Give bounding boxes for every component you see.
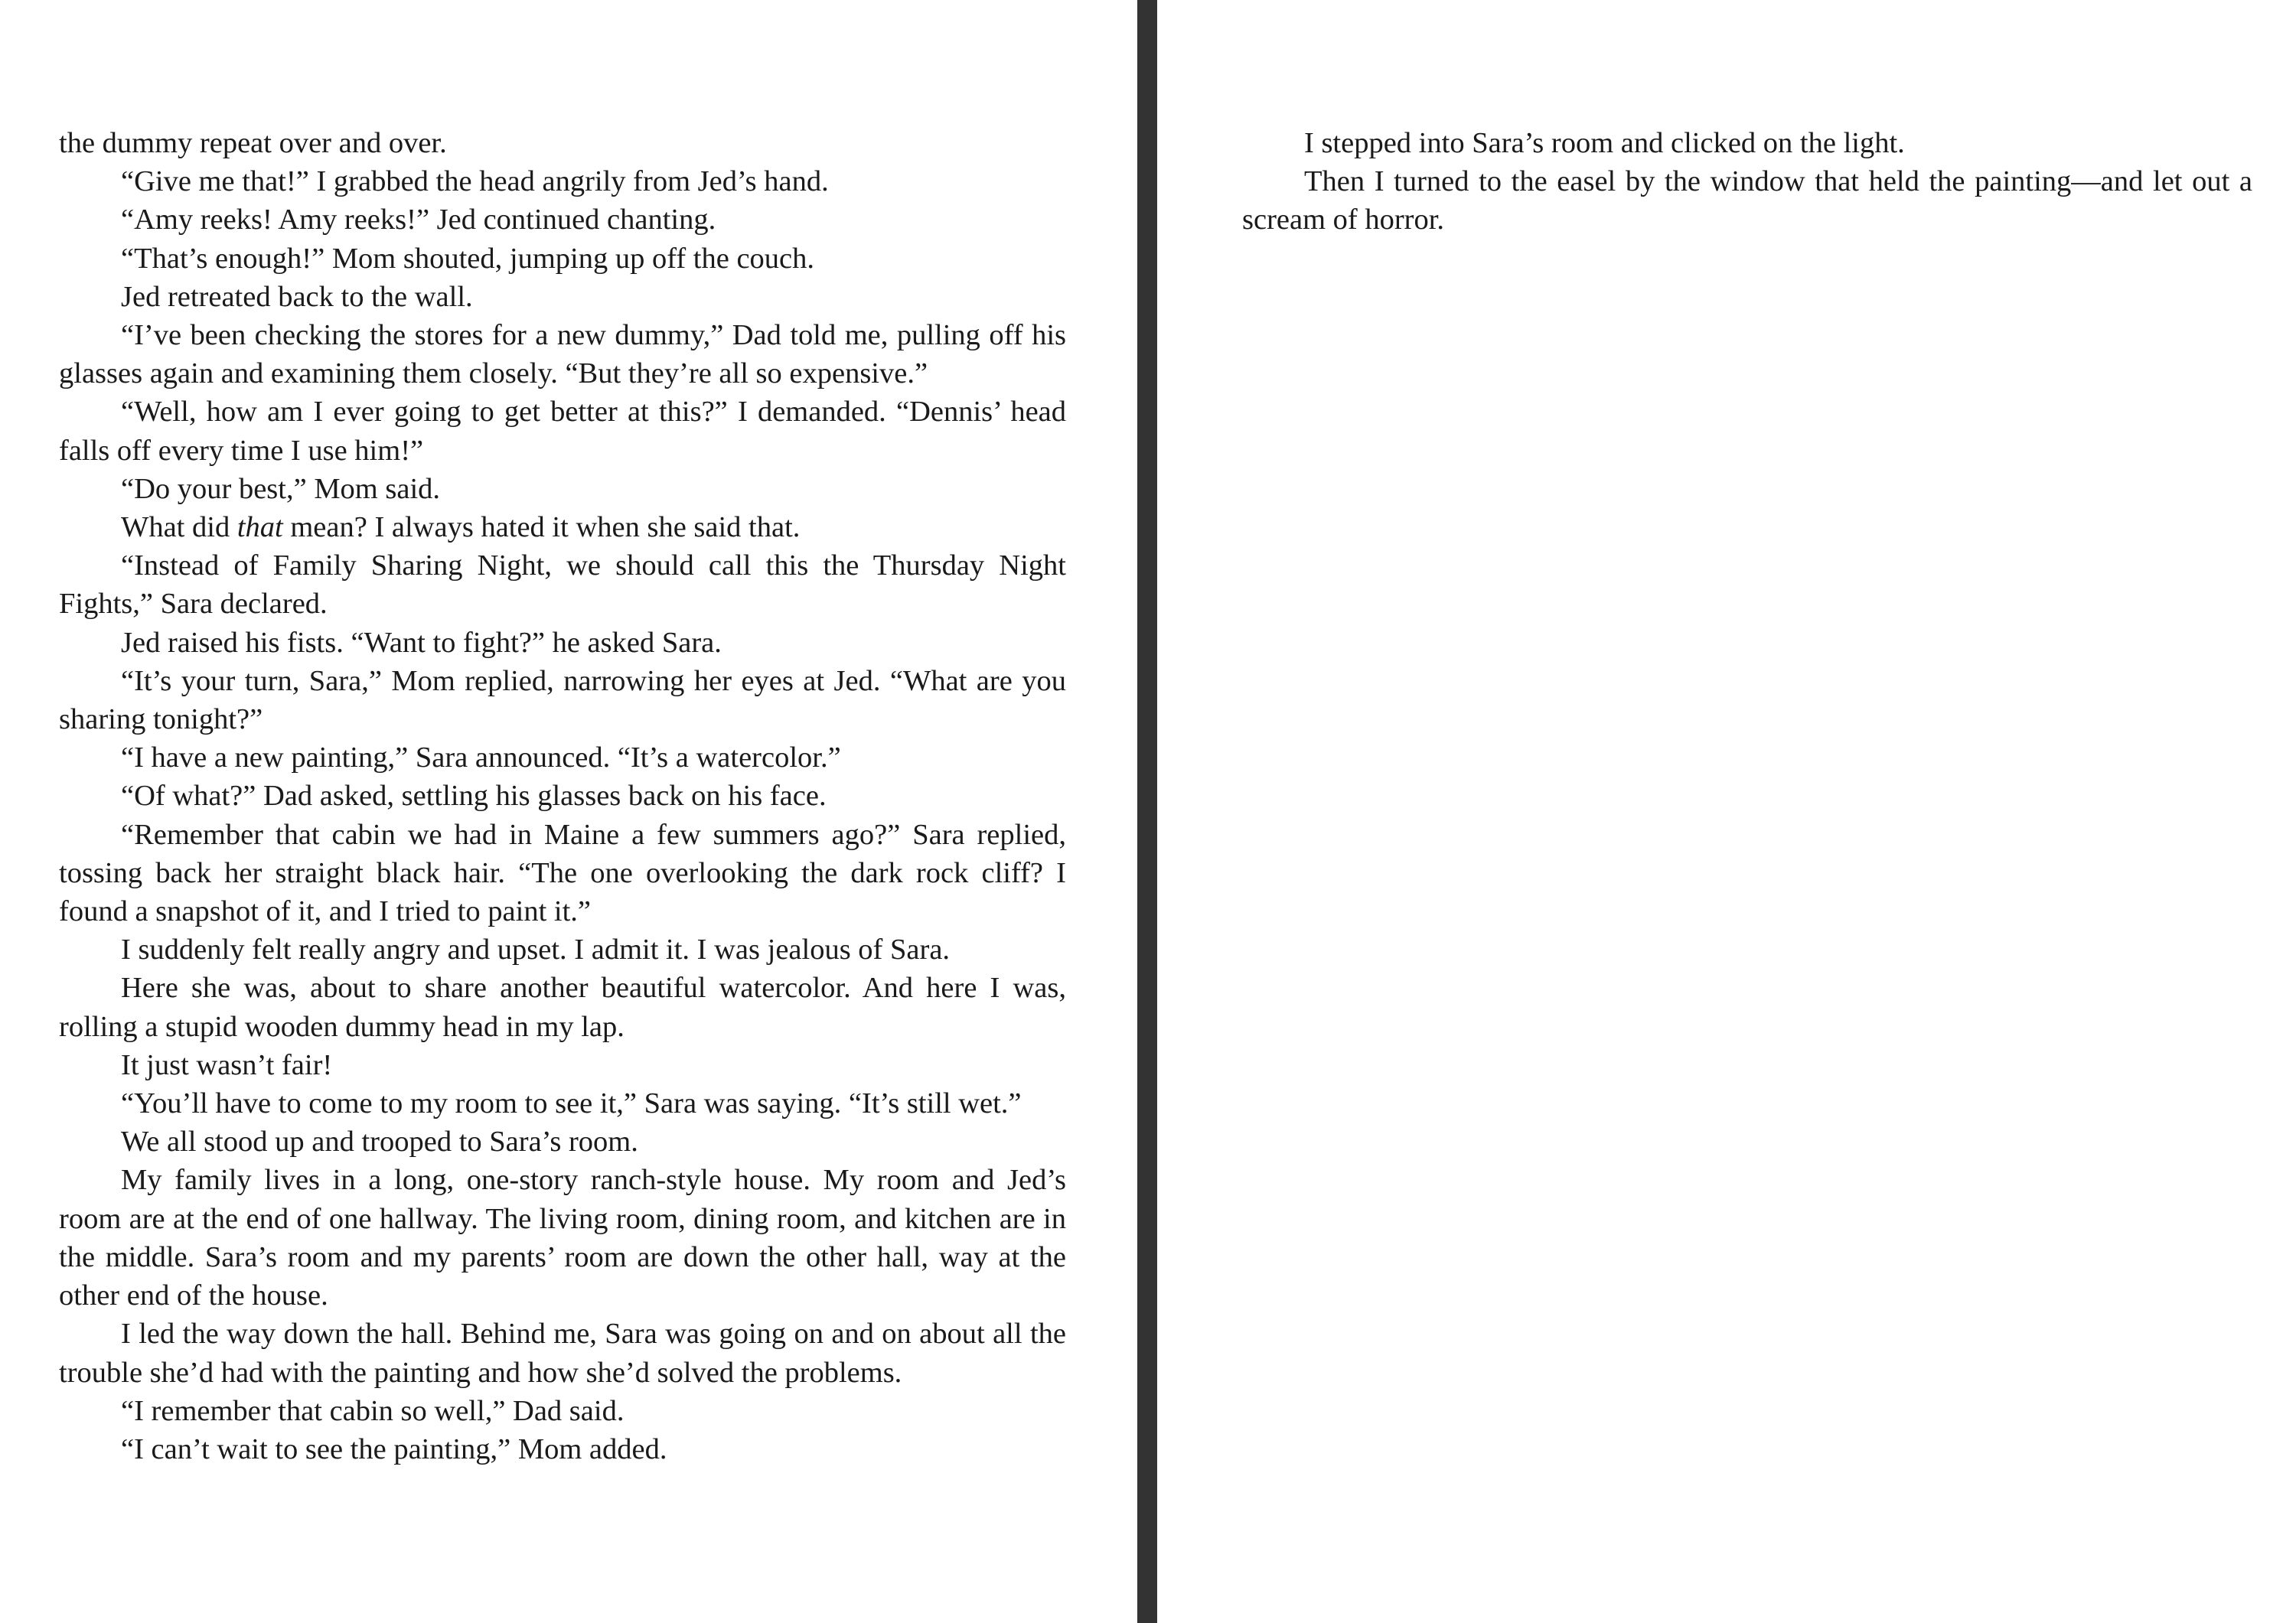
paragraph: Then I turned to the easel by the window that held the painting—and let out a scream of horror. [1242, 165, 2252, 236]
paragraph-text-start: What did [121, 511, 237, 544]
paragraph-text-end: mean? I always hated it when she said that. [282, 511, 801, 544]
paragraph: “That’s enough!” Mom shouted, jumping up off the couch. [121, 242, 815, 275]
paragraph: “You’ll have to come to my room to see it,” Sara was saying. “It’s still wet.” [121, 1087, 1022, 1120]
paragraph: “I remember that cabin so well,” Dad said. [121, 1394, 625, 1427]
right-page [1157, 0, 2296, 1623]
paragraph: “Give me that!” I grabbed the head angrily from Jed’s hand. [121, 165, 829, 198]
left-page-text [59, 124, 1066, 1468]
paragraph: the dummy repeat over and over. [59, 127, 447, 159]
page-gutter [1137, 0, 1157, 1623]
paragraph: “I’ve been checking the stores for a new dummy,” Dad told me, pulling off his glasses again and examining them closely. “But they’re all so expensive.” [59, 319, 1066, 390]
paragraph: My family lives in a long, one-story ranch-style house. My room and Jed’s room are at the end of one hallway. The living room, dining room, and kitchen are in the middle. Sara’s room and my parents’ room are down the other hall, way at the other end of the house. [59, 1164, 1066, 1312]
paragraph: We all stood up and trooped to Sara’s room. [121, 1126, 638, 1159]
paragraph: I stepped into Sara’s room and clicked on the light. [1304, 127, 1905, 159]
paragraph: “Instead of Family Sharing Night, we should call this the Thursday Night Fights,” Sara declared. [59, 549, 1066, 621]
paragraph: “Remember that cabin we had in Maine a few summers ago?” Sara replied, tossing back her straight black hair. “The one overlooking the dark rock cliff? I found a snapshot of it, and I tried to paint it.” [59, 818, 1066, 928]
paragraph: Jed raised his fists. “Want to fight?” he asked Sara. [121, 626, 722, 659]
paragraph: “I have a new painting,” Sara announced. “It’s a watercolor.” [121, 741, 841, 774]
paragraph [59, 508, 1066, 546]
paragraph: It just wasn’t fair! [121, 1048, 333, 1081]
paragraph: “Do your best,” Mom said. [121, 472, 441, 505]
right-page-text [1242, 124, 2252, 240]
paragraph: “It’s your turn, Sara,” Mom replied, narrowing her eyes at Jed. “What are you sharing tonight?” [59, 664, 1066, 736]
emphasized-word: that [236, 511, 283, 544]
paragraph: “Of what?” Dad asked, settling his glasses back on his face. [121, 780, 827, 813]
paragraph: Jed retreated back to the wall. [121, 280, 473, 313]
paragraph: “Well, how am I ever going to get better at this?” I demanded. “Dennis’ head falls off every time I use him!” [59, 396, 1066, 467]
paragraph: “I can’t wait to see the painting,” Mom added. [121, 1432, 667, 1465]
left-page [0, 0, 1137, 1623]
paragraph: I led the way down the hall. Behind me, Sara was going on and on about all the trouble she’d had with the painting and how she’d solved the problems. [59, 1318, 1066, 1389]
paragraph: I suddenly felt really angry and upset. I admit it. I was jealous of Sara. [121, 934, 951, 966]
paragraph: Here she was, about to share another beautiful watercolor. And here I was, rolling a stupid wooden dummy head in my lap. [59, 972, 1066, 1043]
paragraph: “Amy reeks! Amy reeks!” Jed continued chanting. [121, 204, 716, 236]
